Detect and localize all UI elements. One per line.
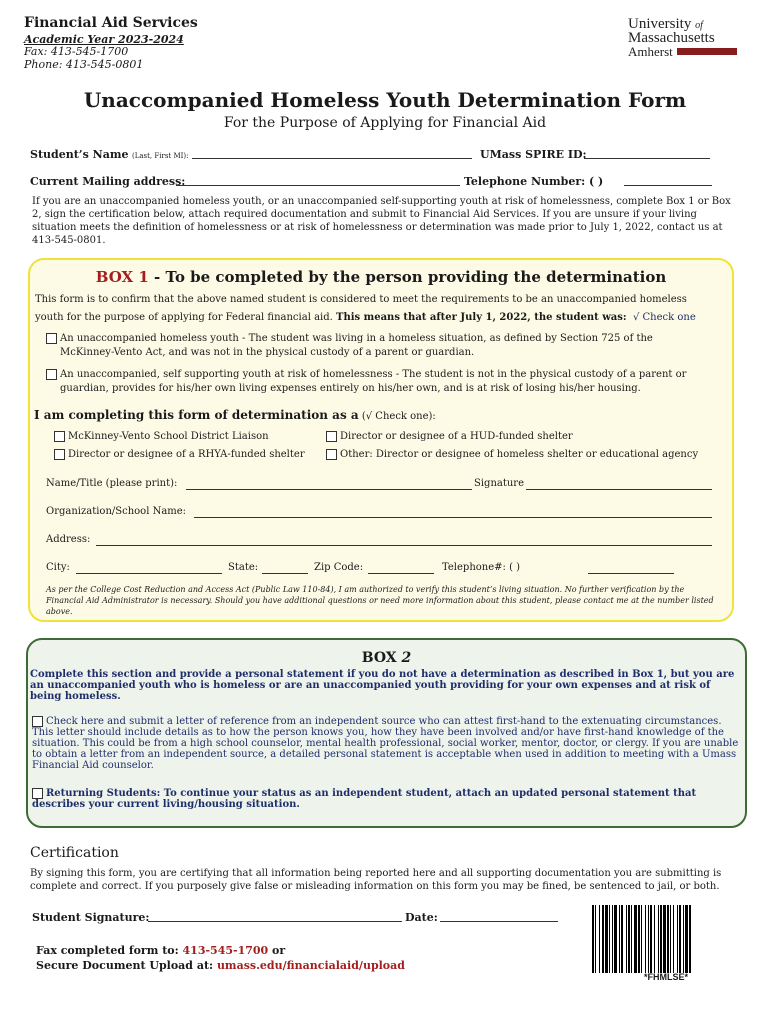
upload-line	[36, 959, 405, 972]
barcode-label: *FHMLSE*	[643, 972, 688, 982]
student-name-row	[30, 148, 188, 161]
address-field[interactable]	[96, 545, 712, 546]
box2-item1-checkbox[interactable]	[32, 716, 43, 727]
spire-label: UMass SPIRE ID:	[480, 148, 587, 161]
role-mckinney-checkbox[interactable]	[54, 431, 65, 442]
telephone-label: Telephone Number: ( )	[464, 175, 604, 188]
box1-tel-label: Telephone#: ( )	[442, 562, 521, 573]
telephone-field[interactable]	[624, 185, 712, 186]
box2-item1: Check here and submit a letter of reference from an independent source who can attest first-hand to the extenuating circumstances. This letter should include details as to how the person knows you, how they have been involved and/or have first-hand knowledge of the situation. This could be from a high school counselor, mental health professional, social worker, mentor, doctor, or clergy. If you are unable to obtain a letter from an independent source, a detailed personal statement is acceptable when used in addition to meeting with a Umass Financial Aid counselor.	[32, 716, 739, 771]
box2-intro: Complete this section and provide a personal statement if you do not have a determination as described in Box 1, but you are an unaccompanied youth who is homeless or are an unaccompanied youth providing for your own expenses and at risk of being homeless.	[30, 669, 735, 702]
state-field[interactable]	[262, 573, 308, 574]
box1-option2: An unaccompanied, self supporting youth at risk of homelessness - The student is not in the physical custody of a parent or guardian, provides for his/her own living expenses entirely on his/her own, and is at risk of losing his/her housing.	[46, 368, 726, 396]
student-name-hint: (Last, First MI):	[131, 152, 189, 160]
signature-field[interactable]	[526, 489, 712, 490]
date-field[interactable]	[440, 921, 558, 922]
org-name: Financial Aid Services	[24, 15, 198, 31]
role-other-checkbox[interactable]	[326, 449, 337, 460]
box1-title-rest: - To be completed by the person providing the determination	[148, 268, 667, 286]
barcode-stripe	[691, 905, 692, 973]
student-signature-field[interactable]	[148, 921, 402, 922]
role-other: Other: Director or designee of homeless shelter or educational agency	[326, 448, 698, 462]
umass-logo	[628, 18, 738, 58]
box1-legal-text: As per the College Cost Reduction and Access Act (Public Law 110-84), I am authorized to verify this student’s living situation. No further verification by the Financial Aid Administrator is necessary. Should you have additional questions or need more information about this student, please contact me at the number listed above.	[46, 585, 714, 616]
org-school-label: Organization/School Name:	[46, 506, 187, 517]
box2-title: BOX 2	[361, 650, 412, 666]
box2-item2: Returning Students: To continue your status as an independent student, attach an updated personal statement that describes your current living/housing situation.	[32, 788, 697, 810]
intro-text: If you are an unaccompanied homeless youth, or an unaccompanied self-supporting youth at risk of homelessness, complete Box 1 or Box 2, sign the certification below, attach required documentation and submit to Financial Aid Services. If you are unsure if your living situation meets the definition of homelessness or at risk of homelessness or determination was made prior to July 1, 2022, contact us at 413-545-0801.	[32, 196, 731, 246]
upload-link[interactable]: umass.edu/financialaid/upload	[216, 959, 405, 972]
name-title-field[interactable]	[186, 489, 472, 490]
logo-bar	[677, 48, 737, 55]
page-subtitle: For the Purpose of Applying for Financial Aid	[223, 115, 547, 131]
box1-confirm-line1: This form is to confirm that the above named student is considered to meet the requirements to be an unaccompanied homeless	[35, 294, 687, 305]
logo-line3: Amherst	[628, 44, 673, 59]
certification-title: Certification	[30, 845, 119, 861]
option2-checkbox[interactable]	[46, 369, 57, 380]
zip-field[interactable]	[368, 573, 434, 574]
student-sig-label: Student Signature:	[32, 911, 150, 924]
city-label: City:	[46, 562, 70, 573]
mailing-label: Current Mailing address:	[30, 175, 186, 188]
state-label: State:	[228, 562, 259, 573]
fax-number: 413-545-1700	[182, 944, 269, 957]
org-school-field[interactable]	[194, 517, 712, 518]
signature-label: Signature	[474, 478, 525, 489]
fax-label: Fax completed form to:	[36, 944, 183, 957]
name-title-label: Name/Title (please print):	[46, 478, 178, 489]
box1-check-one: √ Check one	[632, 312, 696, 323]
page-title: Unaccompanied Homeless Youth Determination Form	[83, 88, 687, 112]
role-hud: Director or designee of a HUD-funded shelter	[326, 430, 573, 444]
barcode	[592, 905, 740, 973]
header-phone: Phone: 413-545-0801	[24, 58, 144, 71]
fax-line: Fax completed form to: 413-545-1700 or	[36, 944, 286, 957]
box1-confirm-bold: This means that after July 1, 2022, the student was:	[336, 312, 627, 323]
box1-title	[28, 268, 734, 286]
box1-title-prefix: BOX 1	[95, 268, 149, 286]
spire-id-field[interactable]	[584, 158, 710, 159]
student-name-label: Student’s Name	[30, 148, 129, 161]
role-rhya: Director or designee of a RHYA-funded shelter	[54, 448, 305, 462]
option1-checkbox[interactable]	[46, 333, 57, 344]
certification-text: By signing this form, you are certifying that all information being reported here and all supporting documentation you are submitting is complete and correct. If you purposely give false or misleading information on this form you may be fined, be sentenced to jail, or both.	[30, 868, 722, 892]
student-name-field[interactable]	[192, 158, 472, 159]
header-fax: Fax: 413-545-1700	[24, 45, 129, 58]
completing-heading	[34, 408, 436, 422]
date-label: Date:	[405, 911, 438, 924]
mailing-address-field[interactable]	[176, 185, 460, 186]
box2-item2-checkbox[interactable]	[32, 788, 43, 799]
completing-bold: I am completing this form of determination as a	[34, 408, 359, 422]
zip-label: Zip Code:	[314, 562, 364, 573]
upload-label: Secure Document Upload at:	[36, 959, 217, 972]
logo-line1: University	[628, 16, 692, 32]
completing-check: (√ Check one):	[358, 411, 436, 422]
role-mckinney: McKinney-Vento School District Liaison	[54, 430, 269, 444]
academic-year: Academic Year 2023-2024	[24, 33, 184, 46]
city-field[interactable]	[76, 573, 222, 574]
box1-confirm-line2: youth for the purpose of applying for Federal financial aid. This means that after July 1, 2022, the student was: √ Check one	[35, 312, 696, 323]
box1-tel-field[interactable]	[588, 573, 674, 574]
logo-of: of	[695, 20, 703, 31]
box2-title-num: 2	[401, 650, 412, 666]
box1-option1: An unaccompanied homeless youth - The student was living in a homeless situation, as defined by Section 725 of the McKinney-Vento Act, and was not in the physical custody of a parent or guardian.	[46, 332, 726, 360]
address-label: Address:	[46, 534, 91, 545]
logo-line2: Massachusetts	[628, 30, 715, 46]
role-rhya-checkbox[interactable]	[54, 449, 65, 460]
role-hud-checkbox[interactable]	[326, 431, 337, 442]
